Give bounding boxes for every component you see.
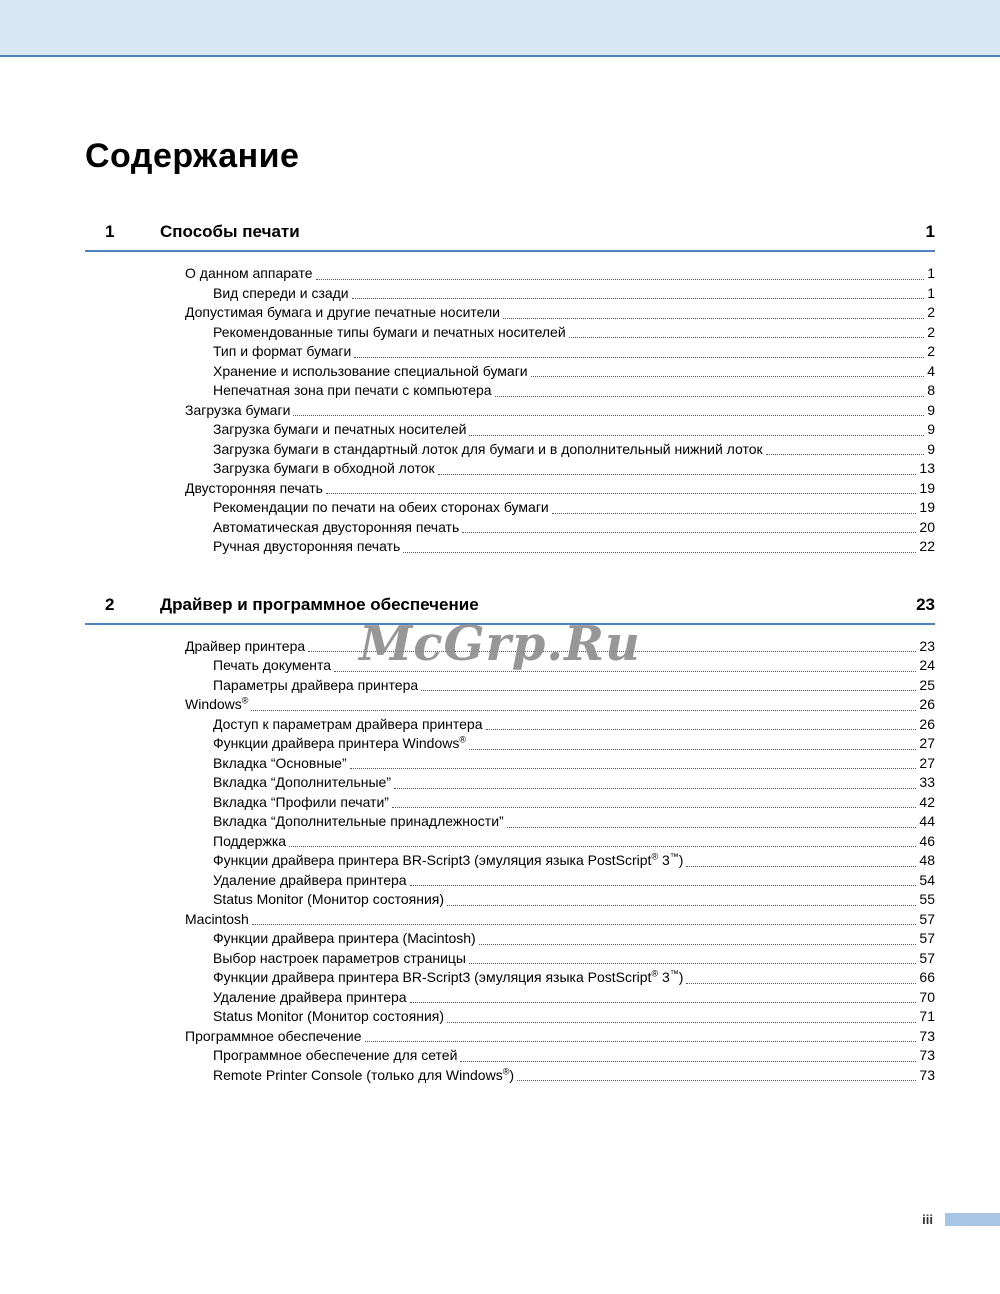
entry-page-number: 13 [919, 460, 935, 476]
toc-entry [185, 910, 935, 930]
toc-entry [213, 381, 935, 401]
page-title: Содержание [85, 137, 300, 175]
entry-label: Status Monitor (Монитор состояния) [213, 891, 445, 907]
dot-leader [316, 279, 925, 280]
entry-label: Ручная двусторонняя печать [213, 538, 401, 554]
entry-page-number: 25 [919, 676, 935, 693]
chapter-number: 2 [105, 594, 115, 614]
entry-page-number: 8 [927, 382, 935, 398]
entry-page-number: 19 [919, 499, 935, 515]
entry-page-number: 26 [919, 696, 935, 712]
dot-leader [517, 1080, 916, 1081]
chapter-title: Драйвер и программное обеспечение [160, 594, 479, 614]
toc-entry [213, 773, 935, 793]
toc-entry [185, 479, 935, 499]
entry-label: Функции драйвера принтера (Macintosh) [213, 930, 476, 946]
entry-label: Remote Printer Console (только для Windows®) [213, 1065, 515, 1083]
chapter-title: Способы печати [160, 222, 300, 241]
entry-label: Status Monitor (Монитор состояния) [213, 1008, 445, 1024]
dot-leader [352, 298, 925, 299]
watermark: McGrp.Ru [359, 616, 641, 672]
entry-page-number: 73 [919, 1047, 935, 1063]
document-body [0, 137, 1000, 1085]
dot-leader [410, 1002, 917, 1003]
toc-entry [213, 871, 935, 891]
entry-page-number: 54 [919, 871, 935, 888]
dot-leader [252, 924, 917, 925]
toc-entry [213, 968, 935, 988]
toc-entry [213, 754, 935, 774]
entry-page-number: 4 [927, 362, 935, 379]
toc-entry [213, 929, 935, 949]
toc-entry [213, 812, 935, 832]
toc-entry [213, 1066, 935, 1086]
toc-entry [213, 715, 935, 735]
entry-label: Вкладка “Дополнительные принадлежности” [213, 813, 504, 829]
toc-entry [213, 1007, 935, 1027]
entry-page-number: 2 [927, 304, 935, 320]
entry-label: Автоматическая двусторонняя печать [213, 518, 460, 535]
entry-label: Тип и формат бумаги [213, 343, 352, 359]
chapter-entries [85, 264, 935, 557]
entry-page-number: 19 [919, 479, 935, 496]
entry-page-number: 24 [919, 657, 935, 673]
dot-leader [462, 532, 916, 533]
page-footer [0, 1212, 1000, 1227]
entry-label: Драйвер принтера [185, 637, 306, 654]
toc-entry [213, 323, 935, 343]
entry-page-number: 1 [927, 284, 935, 301]
chapter-entries [85, 637, 935, 1086]
entry-label: Функции драйвера принтера BR-Script3 (эмуляция языка PostScript® 3™) [213, 968, 684, 985]
header-band [0, 0, 1000, 57]
entry-label: Рекомендации по печати на обеих сторонах бумаги [213, 499, 549, 515]
dot-leader [469, 435, 924, 436]
entry-page-number: 70 [919, 988, 935, 1005]
entry-page-number: 46 [919, 832, 935, 849]
entry-page-number: 66 [919, 969, 935, 985]
entry-label: Вкладка “Профили печати” [213, 793, 389, 810]
entry-page-number: 22 [919, 538, 935, 554]
dot-leader [686, 866, 916, 867]
chapter-page-number: 1 [925, 222, 935, 241]
entry-page-number: 9 [927, 401, 935, 418]
toc-entry [185, 637, 935, 657]
dot-leader [469, 963, 916, 964]
dot-leader [469, 749, 916, 750]
dot-leader [507, 827, 917, 828]
toc-entry [213, 498, 935, 518]
dot-leader [766, 454, 925, 455]
dot-leader [293, 415, 924, 416]
entry-page-number: 44 [919, 813, 935, 829]
entry-page-number: 23 [919, 637, 935, 654]
entry-label: Параметры драйвера принтера [213, 676, 419, 693]
toc-entry [185, 264, 935, 284]
dot-leader [495, 396, 925, 397]
dot-leader [447, 905, 916, 906]
dot-leader [447, 1022, 916, 1023]
toc-entry [213, 459, 935, 479]
entry-page-number: 9 [927, 440, 935, 457]
dot-leader [350, 768, 917, 769]
entry-label: Вкладка “Дополнительные” [213, 774, 392, 790]
toc-entry [213, 676, 935, 696]
entry-label: Допустимая бумага и другие печатные носители [185, 304, 500, 320]
entry-label: Печать документа [213, 657, 332, 673]
chapter-heading [85, 222, 935, 252]
toc-entry [213, 734, 935, 754]
dot-leader [289, 846, 916, 847]
entry-page-number: 9 [927, 421, 935, 437]
dot-leader [394, 788, 916, 789]
dot-leader [403, 552, 916, 553]
toc-entry [213, 793, 935, 813]
entry-label: Вкладка “Основные” [213, 754, 347, 771]
entry-page-number: 73 [919, 1066, 935, 1083]
toc-entry [185, 1027, 935, 1047]
dot-leader [686, 983, 916, 984]
dot-leader [354, 357, 924, 358]
toc-entry [213, 420, 935, 440]
dot-leader [479, 944, 917, 945]
entry-page-number: 26 [919, 715, 935, 732]
dot-leader [438, 474, 917, 475]
entry-label: Двусторонняя печать [185, 479, 323, 496]
entry-page-number: 27 [919, 735, 935, 751]
dot-leader [460, 1061, 916, 1062]
dot-leader [334, 671, 916, 672]
toc-entry [213, 518, 935, 538]
dot-leader [531, 376, 925, 377]
dot-leader [552, 513, 917, 514]
toc-entry [213, 949, 935, 969]
entry-page-number: 57 [919, 949, 935, 966]
toc-entry [213, 851, 935, 871]
toc-entry [213, 440, 935, 460]
entry-label: Загрузка бумаги в стандартный лоток для бумаги и в дополнительный нижний лоток [213, 440, 763, 457]
dot-leader [569, 337, 925, 338]
page-number: iii [922, 1212, 933, 1227]
dot-leader [326, 493, 916, 494]
chapter-page-number: 23 [916, 594, 935, 614]
entry-label: Программное обеспечение [185, 1027, 362, 1044]
entry-label: Функции драйвера принтера Windows® [213, 734, 466, 751]
entry-label: Поддержка [213, 832, 287, 849]
dot-leader [486, 729, 917, 730]
dot-leader [421, 690, 916, 691]
entry-label: О данном аппарате [185, 265, 313, 281]
dot-leader [410, 885, 917, 886]
entry-label: Загрузка бумаги и печатных носителей [213, 421, 467, 437]
entry-label: Загрузка бумаги в обходной лоток [213, 460, 435, 476]
entry-label: Удаление драйвера принтера [213, 871, 407, 888]
chapter-number: 1 [105, 222, 115, 241]
toc-entry [185, 695, 935, 715]
entry-label: Выбор настроек параметров страницы [213, 949, 466, 966]
toc-entry [213, 890, 935, 910]
entry-page-number: 48 [919, 852, 935, 868]
footer-accent-bar [945, 1213, 1000, 1226]
dot-leader [503, 318, 924, 319]
chapter-heading [85, 595, 935, 625]
toc-entry [213, 1046, 935, 1066]
entry-label: Macintosh [185, 910, 249, 927]
dot-leader [251, 710, 916, 711]
entry-label: Непечатная зона при печати с компьютера [213, 382, 492, 398]
toc-entry [213, 284, 935, 304]
toc-entry [213, 832, 935, 852]
entry-label: Программное обеспечение для сетей [213, 1047, 458, 1063]
entry-page-number: 55 [919, 891, 935, 907]
entry-page-number: 2 [927, 323, 935, 340]
toc-entry [213, 342, 935, 362]
entry-label: Доступ к параметрам драйвера принтера [213, 715, 483, 732]
entry-page-number: 1 [927, 265, 935, 281]
entry-page-number: 42 [919, 793, 935, 810]
toc-entry [213, 537, 935, 557]
entry-label: Удаление драйвера принтера [213, 988, 407, 1005]
entry-label: Windows® [185, 695, 249, 712]
entry-page-number: 71 [919, 1008, 935, 1024]
table-of-contents [85, 222, 935, 1085]
dot-leader [308, 651, 916, 652]
entry-page-number: 27 [919, 754, 935, 771]
entry-label: Функции драйвера принтера BR-Script3 (эмуляция языка PostScript® 3™) [213, 851, 684, 868]
entry-page-number: 73 [919, 1027, 935, 1044]
entry-label: Рекомендованные типы бумаги и печатных носителей [213, 323, 566, 340]
toc-entry [185, 303, 935, 323]
toc-entry [213, 656, 935, 676]
entry-page-number: 2 [927, 343, 935, 359]
dot-leader [365, 1041, 917, 1042]
toc-entry [213, 988, 935, 1008]
entry-page-number: 57 [919, 930, 935, 946]
entry-label: Хранение и использование специальной бумаги [213, 362, 528, 379]
toc-entry [185, 401, 935, 421]
entry-page-number: 33 [919, 774, 935, 790]
toc-entry [213, 362, 935, 382]
dot-leader [392, 807, 916, 808]
entry-page-number: 20 [919, 518, 935, 535]
entry-label: Вид спереди и сзади [213, 284, 349, 301]
entry-label: Загрузка бумаги [185, 401, 291, 418]
entry-page-number: 57 [919, 910, 935, 927]
